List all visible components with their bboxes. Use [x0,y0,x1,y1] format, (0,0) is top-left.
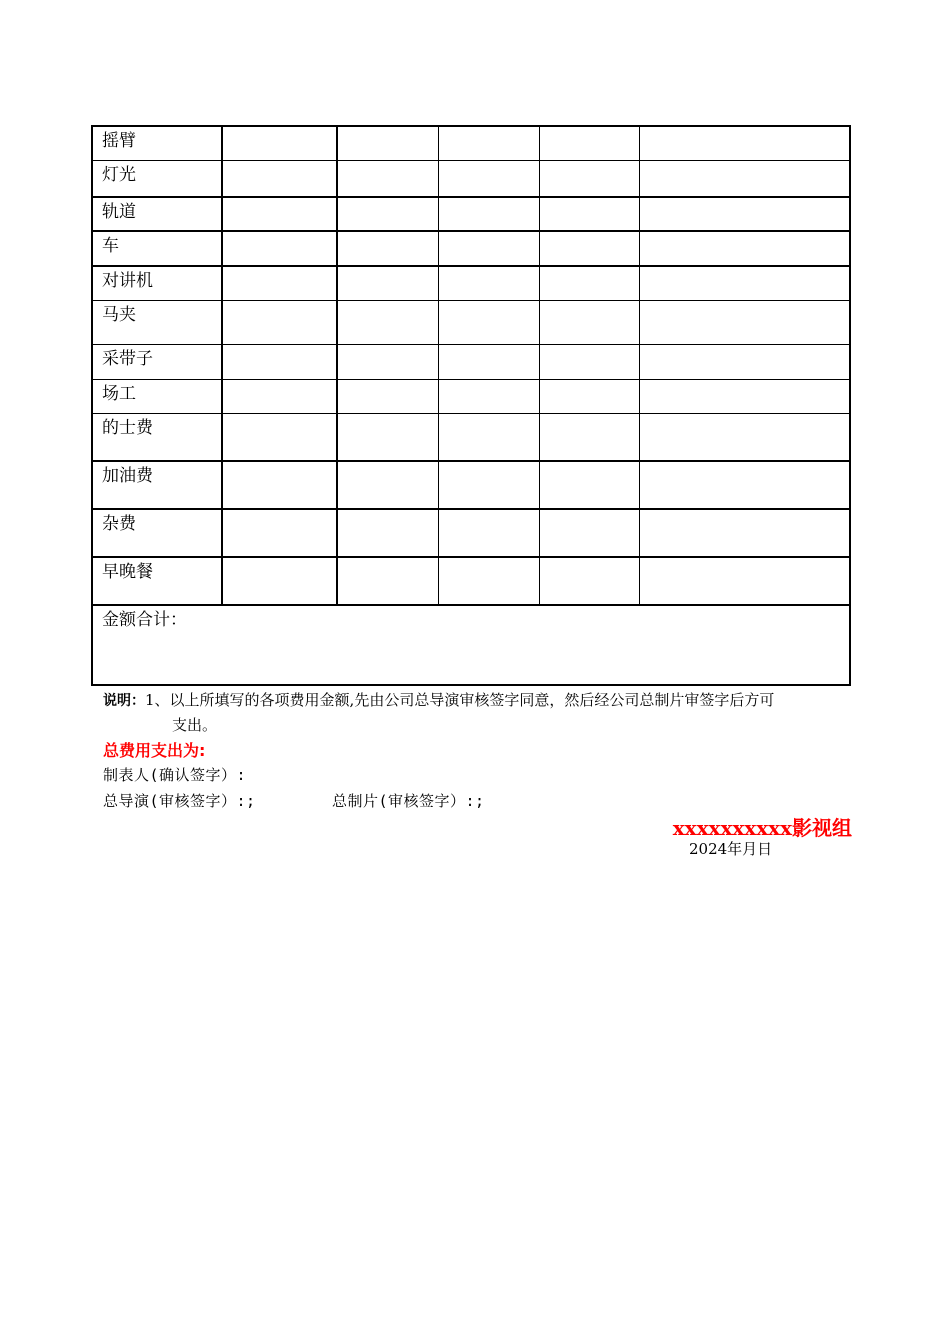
amount-cell[interactable] [438,413,539,461]
amount-cell[interactable] [539,509,639,557]
organization-name: xxxxxxxxxx影视组 [672,816,852,840]
item-name: 加油费 [92,461,222,509]
amount-cell[interactable] [539,266,639,300]
item-name: 摇臂 [92,126,222,160]
amount-cell[interactable] [539,300,639,344]
amount-cell[interactable] [222,413,337,461]
item-name: 车 [92,231,222,266]
remark-cell[interactable] [639,197,850,231]
item-name: 马夹 [92,300,222,344]
amount-cell[interactable] [222,266,337,300]
amount-cell[interactable] [337,413,438,461]
amount-cell[interactable] [337,126,438,160]
item-name: 轨道 [92,197,222,231]
amount-cell[interactable] [539,197,639,231]
table-row [92,461,850,509]
amount-cell[interactable] [539,557,639,605]
table-row [92,344,850,379]
amount-cell[interactable] [438,509,539,557]
amount-cell[interactable] [438,197,539,231]
amount-cell[interactable] [438,557,539,605]
amount-cell[interactable] [337,160,438,197]
item-name: 杂费 [92,509,222,557]
amount-cell[interactable] [539,413,639,461]
note-line-2: 支出。 [172,716,218,734]
director-signature: 总导演(审核签字）:; [103,792,256,810]
item-name: 对讲机 [92,266,222,300]
table-row-total [92,605,850,685]
amount-cell[interactable] [539,379,639,413]
amount-cell[interactable] [222,126,337,160]
note-label: 说明： [103,693,145,709]
amount-cell[interactable] [337,379,438,413]
amount-cell[interactable] [438,266,539,300]
item-name: 灯光 [92,160,222,197]
table-row [92,266,850,300]
remark-cell[interactable] [639,160,850,197]
amount-cell[interactable] [337,461,438,509]
table-row [92,126,850,160]
table-row [92,413,850,461]
amount-cell[interactable] [222,344,337,379]
form-date: 2024年月日 [689,840,773,858]
amount-cell[interactable] [438,461,539,509]
producer-signature: 总制片(审核签字）:; [332,792,485,810]
amount-cell[interactable] [438,344,539,379]
remark-cell[interactable] [639,461,850,509]
amount-cell[interactable] [539,344,639,379]
remark-cell[interactable] [639,300,850,344]
amount-cell[interactable] [222,557,337,605]
remark-cell[interactable] [639,509,850,557]
remark-cell[interactable] [639,413,850,461]
amount-cell[interactable] [337,197,438,231]
amount-cell[interactable] [438,160,539,197]
note-line-1: 1、以上所填写的各项费用金额,先由公司总导演审核签字同意，然后经公司总制片审签字后方可 [145,691,775,709]
amount-cell[interactable] [337,557,438,605]
table-row [92,160,850,197]
table-row [92,231,850,266]
table-row [92,300,850,344]
amount-cell[interactable] [337,300,438,344]
remark-cell[interactable] [639,379,850,413]
amount-cell[interactable] [222,231,337,266]
amount-cell[interactable] [438,126,539,160]
amount-cell[interactable] [438,231,539,266]
total-amount-label[interactable]: 金额合计： [92,605,850,685]
remark-cell[interactable] [639,126,850,160]
item-name: 的士费 [92,413,222,461]
amount-cell[interactable] [337,266,438,300]
amount-cell[interactable] [222,379,337,413]
amount-cell[interactable] [539,160,639,197]
amount-cell[interactable] [539,126,639,160]
table-row [92,509,850,557]
remark-cell[interactable] [639,557,850,605]
amount-cell[interactable] [222,160,337,197]
expense-table [91,125,851,686]
amount-cell[interactable] [222,300,337,344]
amount-cell[interactable] [222,461,337,509]
amount-cell[interactable] [337,231,438,266]
preparer-signature: 制表人(确认签字）: [103,766,247,784]
amount-cell[interactable] [539,231,639,266]
table-row [92,197,850,231]
remark-cell[interactable] [639,266,850,300]
item-name: 场工 [92,379,222,413]
amount-cell[interactable] [222,197,337,231]
item-name: 采带子 [92,344,222,379]
amount-cell[interactable] [222,509,337,557]
amount-cell[interactable] [539,461,639,509]
note-block [103,688,873,737]
amount-cell[interactable] [337,509,438,557]
table-row [92,379,850,413]
amount-cell[interactable] [337,344,438,379]
amount-cell[interactable] [438,300,539,344]
total-expense-title: 总费用支出为: [103,741,206,760]
item-name: 早晚餐 [92,557,222,605]
amount-cell[interactable] [438,379,539,413]
table-row [92,557,850,605]
remark-cell[interactable] [639,344,850,379]
remark-cell[interactable] [639,231,850,266]
